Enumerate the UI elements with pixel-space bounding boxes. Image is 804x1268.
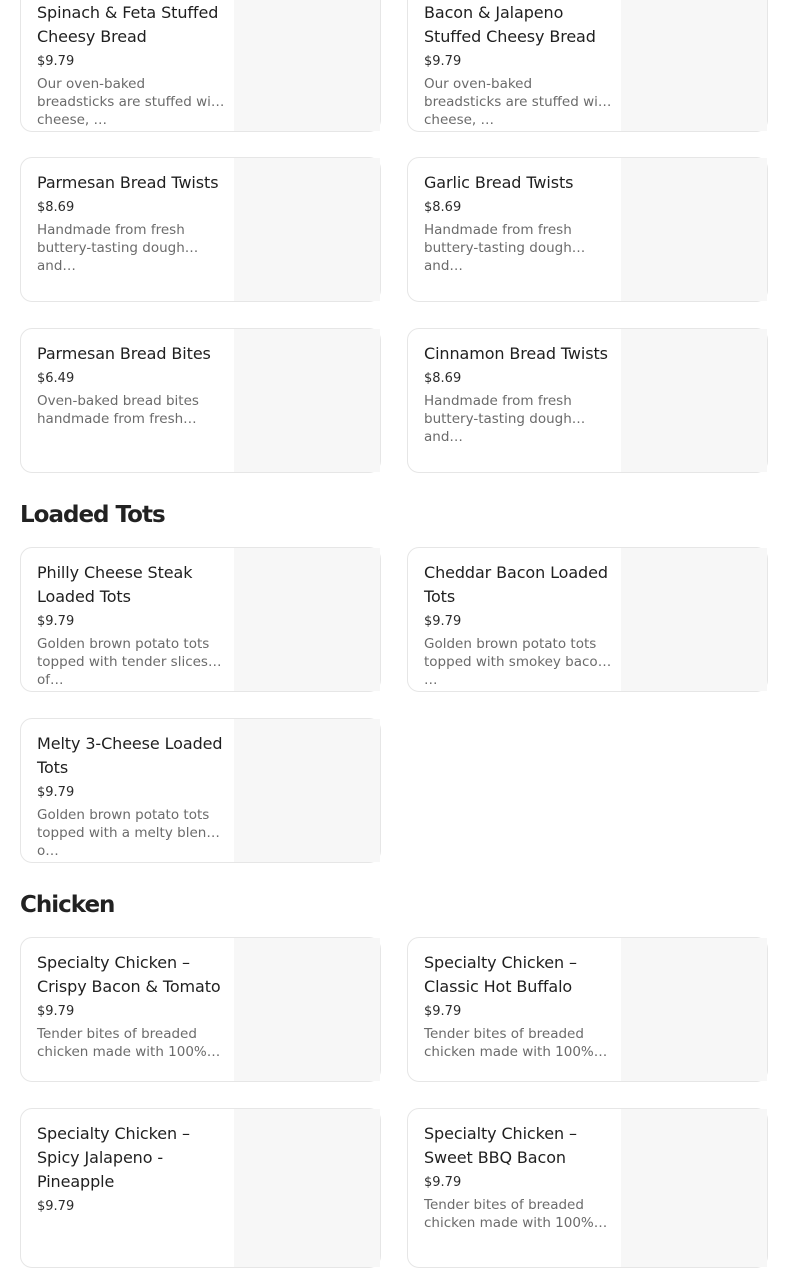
menu-item-name: Garlic Bread Twists <box>424 173 574 192</box>
menu-item-image <box>234 0 380 131</box>
menu-item-info <box>37 951 225 1061</box>
menu-item-name: Specialty Chicken – Crispy Bacon & Tomato <box>37 953 221 996</box>
menu-item-price: $8.69 <box>424 200 462 215</box>
menu-item-info <box>37 1 225 128</box>
menu-item-card[interactable] <box>20 328 381 473</box>
menu-item-image <box>234 719 380 862</box>
menu-item-description: Handmade from fresh buttery-tasting dough and… <box>424 393 572 445</box>
menu-item-price: $9.79 <box>37 1004 75 1019</box>
menu-item-name: Spinach & Feta Stuffed Cheesy Bread <box>37 3 219 46</box>
menu-item-description: Our oven-baked breadsticks are stuffed with cheese, … <box>424 76 612 128</box>
menu-item-card[interactable] <box>407 547 768 692</box>
menu-item-info <box>424 1122 612 1232</box>
menu-item-image <box>621 548 767 691</box>
menu-item-card[interactable] <box>20 718 381 863</box>
menu-item-image <box>234 329 380 472</box>
menu-item-name: Philly Cheese Steak Loaded Tots <box>37 563 193 606</box>
menu-item-card[interactable] <box>20 547 381 692</box>
menu-item-price: $9.79 <box>424 614 462 629</box>
menu-item-description: Our oven-baked breadsticks are stuffed with cheese, … <box>37 76 225 128</box>
menu-item-card[interactable] <box>407 937 768 1082</box>
menu-item-description: Golden brown potato tots topped with smokey bacon, … <box>424 636 611 688</box>
menu-item-info <box>37 342 225 428</box>
menu-item-price: $9.79 <box>424 1004 462 1019</box>
menu-item-name: Melty 3-Cheese Loaded Tots <box>37 734 223 777</box>
menu-item-image <box>234 548 380 691</box>
menu-item-card[interactable] <box>407 0 768 132</box>
menu-item-price: $9.79 <box>37 1199 75 1214</box>
menu-item-image <box>234 158 380 301</box>
menu-item-description: Golden brown potato tots topped with a melty blend o… <box>37 807 215 859</box>
menu-item-price: $9.79 <box>424 54 462 69</box>
menu-item-info <box>424 561 612 688</box>
menu-item-info <box>37 561 225 688</box>
menu-item-name: Specialty Chicken – Sweet BBQ Bacon <box>424 1124 577 1167</box>
section-title-chicken: Chicken <box>20 892 115 918</box>
menu-item-image <box>621 329 767 472</box>
menu-item-description: Handmade from fresh buttery-tasting dough and… <box>424 222 572 274</box>
menu-item-description: Tender bites of breaded chicken made with 100%… <box>424 1197 608 1231</box>
menu-item-name: Parmesan Bread Bites <box>37 344 211 363</box>
menu-item-card[interactable] <box>20 937 381 1082</box>
menu-item-description: Tender bites of breaded chicken made with 100%… <box>424 1026 608 1060</box>
menu-item-name: Specialty Chicken – Spicy Jalapeno - Pineapple <box>37 1124 190 1191</box>
menu-item-info <box>424 951 612 1061</box>
menu-item-card[interactable] <box>20 0 381 132</box>
menu-item-image <box>621 1109 767 1267</box>
menu-item-description: Oven-baked bread bites handmade from fresh… <box>37 393 199 427</box>
menu-item-image <box>621 0 767 131</box>
menu-item-info <box>424 342 612 445</box>
menu-item-name: Cinnamon Bread Twists <box>424 344 608 363</box>
menu-item-name: Parmesan Bread Twists <box>37 173 219 192</box>
menu-item-price: $8.69 <box>424 371 462 386</box>
menu-item-image <box>234 1109 380 1267</box>
menu-item-price: $6.49 <box>37 371 75 386</box>
menu-item-price: $9.79 <box>37 614 75 629</box>
menu-item-description: Golden brown potato tots topped with tender slices of… <box>37 636 210 688</box>
section-title-loaded-tots: Loaded Tots <box>20 502 165 528</box>
menu-item-price: $8.69 <box>37 200 75 215</box>
menu-item-info <box>424 1 612 128</box>
menu-item-info <box>424 171 612 274</box>
menu-item-description: Tender bites of breaded chicken made with 100%… <box>37 1026 221 1060</box>
menu-item-image <box>621 938 767 1081</box>
menu-item-card[interactable] <box>407 328 768 473</box>
menu-item-price: $9.79 <box>424 1175 462 1190</box>
menu-item-image <box>234 938 380 1081</box>
menu-item-price: $9.79 <box>37 54 75 69</box>
menu-item-description: Handmade from fresh buttery-tasting dough and… <box>37 222 185 274</box>
menu-item-info <box>37 1122 225 1220</box>
menu-item-name: Cheddar Bacon Loaded Tots <box>424 563 608 606</box>
menu-item-price: $9.79 <box>37 785 75 800</box>
menu-item-info <box>37 171 225 274</box>
menu-item-info <box>37 732 225 859</box>
menu-item-card[interactable] <box>407 1108 768 1268</box>
menu-item-card[interactable] <box>20 1108 381 1268</box>
menu-item-name: Specialty Chicken – Classic Hot Buffalo <box>424 953 577 996</box>
menu-item-card[interactable] <box>20 157 381 302</box>
menu-item-image <box>621 158 767 301</box>
menu-item-name: Bacon & Jalapeno Stuffed Cheesy Bread <box>424 3 596 46</box>
menu-item-card[interactable] <box>407 157 768 302</box>
